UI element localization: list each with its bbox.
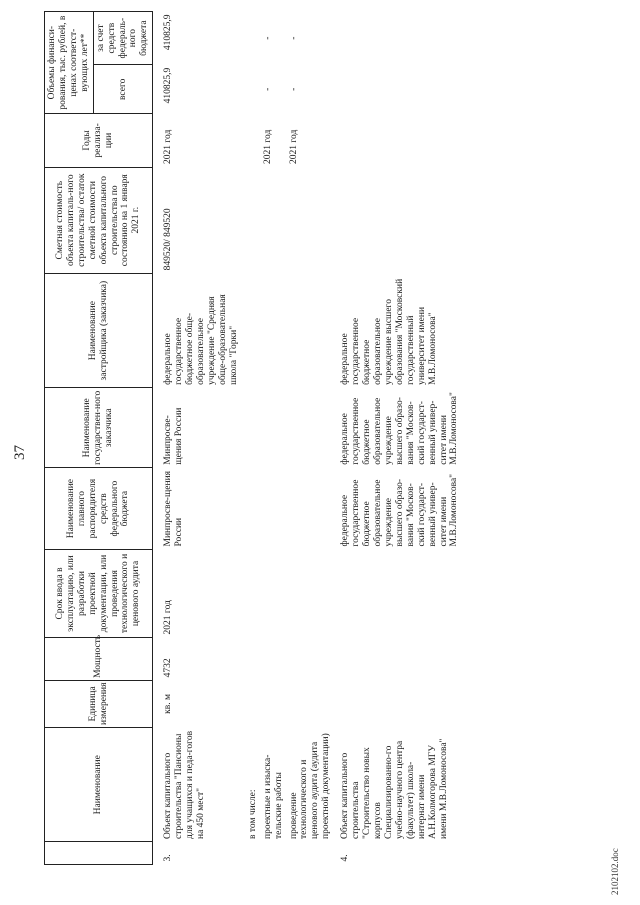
row-customer: Минпросве-щения России [163, 407, 185, 465]
row-total: - [262, 87, 273, 91]
row-deadline [287, 550, 335, 638]
row-num [242, 842, 261, 865]
row-num [287, 842, 335, 865]
objects-table [44, 11, 462, 865]
row-total: 410825,9 [163, 67, 174, 104]
row-deadline [242, 550, 261, 638]
header-developer: Наименование застройщика (заказчика) [45, 273, 153, 388]
row-budget-manager: Минпросве-щения России [163, 470, 185, 547]
row-federal: 410825,9 [163, 14, 174, 51]
table-row [153, 12, 242, 865]
row-budget-manager [287, 468, 335, 550]
row-total [334, 65, 462, 114]
row-years: 2021 год [288, 129, 299, 165]
row-customer [287, 388, 335, 468]
row-years: 2021 год [163, 129, 174, 165]
row-cost [287, 167, 335, 273]
row-developer: федеральное государственное бюджетное образовательное учреждение высшего образования "Московский государственный университет имени М.В.Ломоносова" [340, 278, 438, 385]
header-capacity: Мощность [45, 637, 153, 680]
row-cost [261, 167, 287, 273]
row-name: в том числе: [247, 789, 258, 839]
row-federal: - [262, 36, 273, 40]
row-developer [261, 273, 287, 388]
row-name: Объект капитального строительства "Пансионы для учащихся и педа-гогов на 450 мест" [163, 730, 207, 839]
row-unit [242, 680, 261, 727]
header-funding: Объемы финанси-рования, тыс. рублей, в ценах соответст-вующих лет** [45, 12, 94, 114]
table-row [287, 12, 335, 865]
header-deadline: Срок ввода в эксплуатацию, или разработки проектной документации, или проведения технологического и ценового аудита [45, 550, 153, 638]
row-developer [287, 273, 335, 388]
row-years: 2021 год [262, 129, 273, 165]
header-unit: Единица измерения [45, 680, 153, 727]
row-name: проектные и изыска-тельские работы [262, 754, 284, 839]
row-budget-manager [242, 468, 261, 550]
row-unit [334, 680, 462, 727]
row-cost: 849520/ 849520 [163, 208, 174, 271]
row-federal [334, 12, 462, 65]
page-number: 37 [12, 445, 28, 460]
document-id: 2102102.doc [610, 848, 620, 895]
row-name: Объект капитального строительства "Строительство новых корпусов Специализированно-го учебно-научного центра (факультет) школа-интернат имени А.Н.Колмогорова МГУ имени М.В.Ломоносова" [340, 738, 449, 839]
row-deadline [261, 550, 287, 638]
row-customer [242, 388, 261, 468]
header-federal: за счет средств федераль-ного бюджета [93, 12, 153, 65]
row-budget-manager [261, 468, 287, 550]
row-unit: кв. м [163, 694, 174, 714]
header-budget-manager: Наименование главного распорядителя средств федерального бюджета [45, 468, 153, 550]
row-capacity [261, 637, 287, 680]
header-customer: Наименование государствен-ного заказчика [45, 388, 153, 468]
row-capacity: 4732 [163, 658, 174, 678]
row-cost [334, 167, 462, 273]
table-row [261, 12, 287, 865]
row-customer: федеральное государственное бюджетное образовательное учреждение высшего образо-вания "Москов-ский государст-венный универ-ситет имени М.В.Ломоносова" [340, 392, 460, 465]
row-cost [242, 167, 261, 273]
header-total: всего [93, 65, 153, 114]
row-years [242, 114, 261, 167]
row-unit [287, 680, 335, 727]
row-federal: - [288, 36, 299, 40]
row-unit [261, 680, 287, 727]
row-num [261, 842, 287, 865]
row-federal [242, 12, 261, 65]
header-years: Годы реализа-ции [45, 114, 153, 167]
row-num: 4. [340, 854, 351, 862]
header-name: Наименование [45, 727, 153, 842]
header-num [45, 842, 153, 865]
table-row [334, 12, 462, 865]
row-customer [261, 388, 287, 468]
row-budget-manager: федеральное государственное бюджетное образовательное учреждение высшего образо-вания "Москов-ский государст-венный универ-ситет имени М.В.Ломоносова" [340, 473, 460, 547]
row-developer: федеральное государственное бюджетное обще-образовательное учреждение "Средняя обще-образовательная школа "Горки" [163, 294, 239, 385]
header-cost: Сметная стоимость объекта капиталь-ного строительства/ остаток сметной стоимости объекта капитального строительства по состоянию на 1 января 2021 г. [45, 167, 153, 273]
row-capacity [287, 637, 335, 680]
row-deadline [334, 550, 462, 638]
row-deadline: 2021 год [163, 600, 174, 635]
row-capacity [334, 637, 462, 680]
table-row [242, 12, 261, 865]
row-years [334, 114, 462, 167]
row-capacity [242, 637, 261, 680]
row-developer [242, 273, 261, 388]
row-total: - [288, 87, 299, 91]
row-total [242, 65, 261, 114]
row-name: проведение технологического и ценового аудита (аудита проектной документации) [288, 733, 332, 839]
row-num: 3. [163, 854, 174, 862]
